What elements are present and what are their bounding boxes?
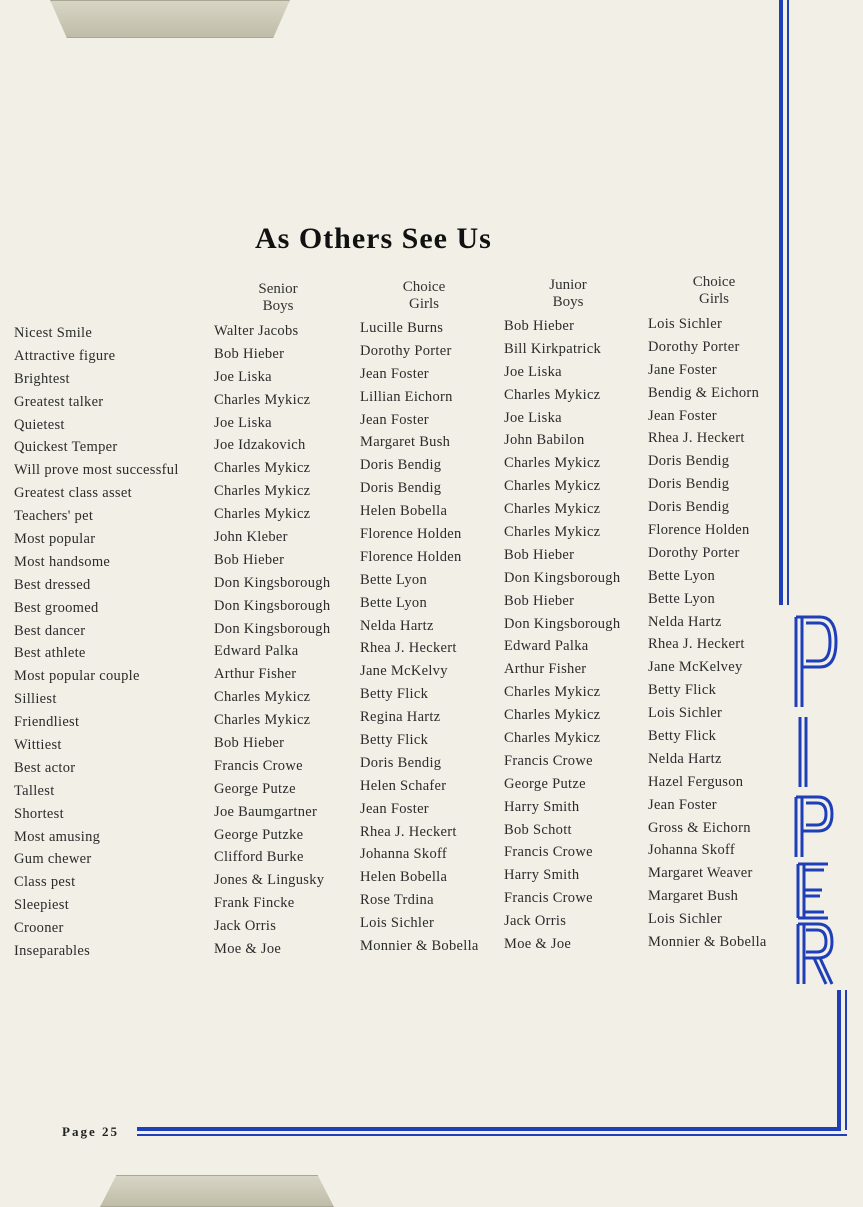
nominee-name: Charles Mykicz [504,386,601,403]
nominee-name: Moe & Joe [214,941,282,958]
nominee-name: Monnier & Bobella [360,938,479,955]
nominee-name: Johanna Skoff [648,842,735,859]
piper-logo [792,612,840,992]
category-label: Attractive figure [14,347,116,364]
category-label: Greatest talker [14,393,104,410]
column-header-line: Boys [552,294,584,310]
nominee-name: Francis Crowe [214,757,303,774]
nominee-name: Joe Liska [504,409,562,426]
category-label: Sleepiest [14,897,70,914]
nominee-name: Jean Foster [360,800,429,817]
nominee-name: Bob Hieber [504,592,575,609]
category-label: Most amusing [14,828,101,845]
nominee-name: Joe Baumgartner [214,803,318,820]
nominee-name: Rhea J. Heckert [648,430,745,447]
column-header-junior-girls [688,274,740,308]
category-label: Nicest Smile [14,325,93,341]
nominee-name: Rhea J. Heckert [360,640,457,657]
nominee-name: Lois Sichler [648,705,723,722]
nominee-name: Florence Holden [648,522,750,539]
nominee-name: Jean Foster [360,411,429,428]
nominee-name: Helen Bobella [360,503,448,520]
column-header-line: Choice [692,274,736,290]
binder-tab-top [50,0,290,38]
nominee-name: Francis Crowe [504,890,593,907]
page-title: As Others See Us [255,222,492,255]
category-label: Class pest [14,874,76,891]
column-header-line: Girls [409,296,439,312]
nominee-name: Rhea J. Heckert [648,636,745,653]
category-label: Quietest [14,416,65,433]
nominee-name: Charles Mykicz [214,689,311,706]
nominee-name: Bob Hieber [504,546,575,563]
binder-tab-bottom [100,1175,334,1207]
nominee-name: Francis Crowe [504,752,593,769]
border-rule-vertical-lower [837,990,841,1130]
nominee-name: Harry Smith [504,798,580,815]
category-label: Teachers' pet [14,508,94,525]
nominee-name: Charles Mykicz [504,501,601,518]
nominee-name: Charles Mykicz [504,478,601,495]
nominee-name: Walter Jacobs [214,323,299,339]
nominee-name: Florence Holden [360,526,462,543]
nominee-name: Charles Mykicz [214,391,311,408]
nominee-name: Doris Bendig [360,754,442,771]
nominee-name: Bette Lyon [360,571,428,588]
category-label: Gum chewer [14,851,92,868]
nominee-name: Charles Mykicz [504,730,601,747]
nominee-name: Nelda Hartz [648,750,722,767]
nominee-name: Jean Foster [648,796,717,813]
nominee-name: Arthur Fisher [214,666,297,683]
nominee-name: John Kleber [214,529,288,546]
junior-girls-column [648,313,767,954]
nominee-name: George Putzke [214,826,304,843]
nominee-name: Charles Mykicz [214,460,311,477]
nominee-name: Doris Bendig [648,476,730,493]
category-label: Wittiest [14,737,62,754]
column-header-junior-boys [542,277,594,311]
nominee-name: Joe Liska [504,363,562,380]
nominee-name: Lillian Eichorn [360,388,453,405]
nominee-name: Bendig & Eichorn [648,384,760,401]
category-label: Most popular couple [14,668,140,685]
nominee-name: Bob Hieber [214,735,285,752]
nominee-name: Regina Hartz [360,709,441,726]
nominee-name: Francis Crowe [504,844,593,861]
category-label: Best groomed [14,599,99,616]
nominee-name: Jane McKelvey [648,659,743,676]
category-label: Greatest class asset [14,485,132,502]
nominee-name: Bette Lyon [360,594,428,611]
nominee-name: Betty Flick [648,728,717,745]
nominee-name: Joe Liska [214,368,272,385]
nominee-name: Jean Foster [648,407,717,424]
nominee-name: Margaret Bush [648,888,739,905]
nominee-name: Johanna Skoff [360,846,447,863]
category-label: Inseparables [14,943,91,960]
border-rule-vertical-lower-thin [845,990,847,1130]
nominee-name: Nelda Hartz [648,613,722,630]
column-header-line: Girls [699,291,729,307]
nominee-name: Lois Sichler [648,911,723,928]
nominee-name: Jack Orris [504,913,567,930]
nominee-name: Don Kingsborough [504,615,621,632]
nominee-name: Margaret Bush [360,434,451,451]
nominee-name: Bette Lyon [648,567,716,584]
nominee-name: Betty Flick [648,682,717,699]
category-label: Most popular [14,531,96,548]
category-label: Friendliest [14,714,80,731]
border-rule-horizontal [137,1127,841,1131]
category-column [14,322,179,963]
nominee-name: Jane Foster [648,361,717,378]
nominee-name: Bob Hieber [504,318,575,334]
category-label: Silliest [14,691,57,708]
category-label: Brightest [14,370,70,387]
page-number: Page 25 [62,1124,119,1139]
nominee-name: Edward Palka [214,643,299,660]
nominee-name: Don Kingsborough [214,597,331,614]
nominee-name: Hazel Ferguson [648,773,744,790]
nominee-name: Dorothy Porter [648,544,740,561]
nominee-name: Charles Mykicz [504,455,601,472]
nominee-name: Bette Lyon [648,590,716,607]
nominee-name: Doris Bendig [360,480,442,497]
column-header-line: Junior [549,277,587,293]
nominee-name: Helen Bobella [360,869,448,886]
border-rule-horizontal-thin [137,1134,847,1136]
nominee-name: Nelda Hartz [360,617,434,634]
nominee-name: Joe Liska [214,414,272,431]
nominee-name: Charles Mykicz [504,524,601,541]
nominee-name: Bob Schott [504,821,572,838]
nominee-name: Monnier & Bobella [648,934,767,951]
category-label: Best dressed [14,576,91,593]
nominee-name: Lucille Burns [360,320,444,336]
nominee-name: Doris Bendig [648,499,730,516]
nominee-name: Don Kingsborough [504,569,621,586]
nominee-name: Clifford Burke [214,849,304,866]
category-label: Shortest [14,805,64,822]
nominee-name: Jack Orris [214,918,277,935]
column-header-senior-boys [253,281,303,315]
nominee-name: Charles Mykicz [214,712,311,729]
nominee-name: Jones & Lingusky [214,872,325,889]
category-label: Best actor [14,759,76,776]
column-header-senior-girls [398,279,450,313]
category-label: Best athlete [14,645,86,662]
category-label: Best dancer [14,622,86,639]
nominee-name: Jane McKelvy [360,663,448,680]
nominee-name: Charles Mykicz [214,506,311,523]
senior-boys-column [214,320,330,961]
nominee-name: Doris Bendig [360,457,442,474]
nominee-name: George Putze [504,775,586,792]
junior-boys-column [504,315,620,956]
category-label: Tallest [14,782,55,799]
nominee-name: Arthur Fisher [504,661,587,678]
nominee-name: George Putze [214,780,296,797]
column-header-line: Choice [402,279,446,295]
category-label: Most handsome [14,553,111,570]
category-label: Quickest Temper [14,439,118,456]
column-header-line: Boys [262,298,294,314]
nominee-name: Harry Smith [504,867,580,884]
nominee-name: Doris Bendig [648,453,730,470]
column-header-line: Senior [258,281,298,297]
nominee-name: Betty Flick [360,732,429,749]
nominee-name: Helen Schafer [360,777,447,794]
border-rule-vertical-upper [779,0,783,605]
nominee-name: Charles Mykicz [504,684,601,701]
nominee-name: John Babilon [504,432,585,449]
nominee-name: Bill Kirkpatrick [504,340,602,357]
category-label: Will prove most successful [14,462,179,479]
nominee-name: Bob Hieber [214,551,285,568]
nominee-name: Don Kingsborough [214,620,331,637]
nominee-name: Edward Palka [504,638,589,655]
nominee-name: Lois Sichler [360,915,435,932]
nominee-name: Dorothy Porter [648,338,740,355]
nominee-name: Margaret Weaver [648,865,753,882]
nominee-name: Charles Mykicz [504,707,601,724]
nominee-name: Don Kingsborough [214,574,331,591]
nominee-name: Florence Holden [360,548,462,565]
nominee-name: Betty Flick [360,686,429,703]
nominee-name: Lois Sichler [648,316,723,332]
nominee-name: Rose Trdina [360,892,434,909]
nominee-name: Bob Hieber [214,345,285,362]
category-label: Crooner [14,920,64,937]
border-rule-vertical-upper-thin [787,0,789,605]
nominee-name: Jean Foster [360,365,429,382]
nominee-name: Charles Mykicz [214,483,311,500]
nominee-name: Gross & Eichorn [648,819,751,836]
nominee-name: Rhea J. Heckert [360,823,457,840]
nominee-name: Frank Fincke [214,895,295,912]
nominee-name: Dorothy Porter [360,342,452,359]
nominee-name: Joe Idzakovich [214,437,306,454]
nominee-name: Moe & Joe [504,936,572,953]
senior-girls-column [360,317,479,958]
